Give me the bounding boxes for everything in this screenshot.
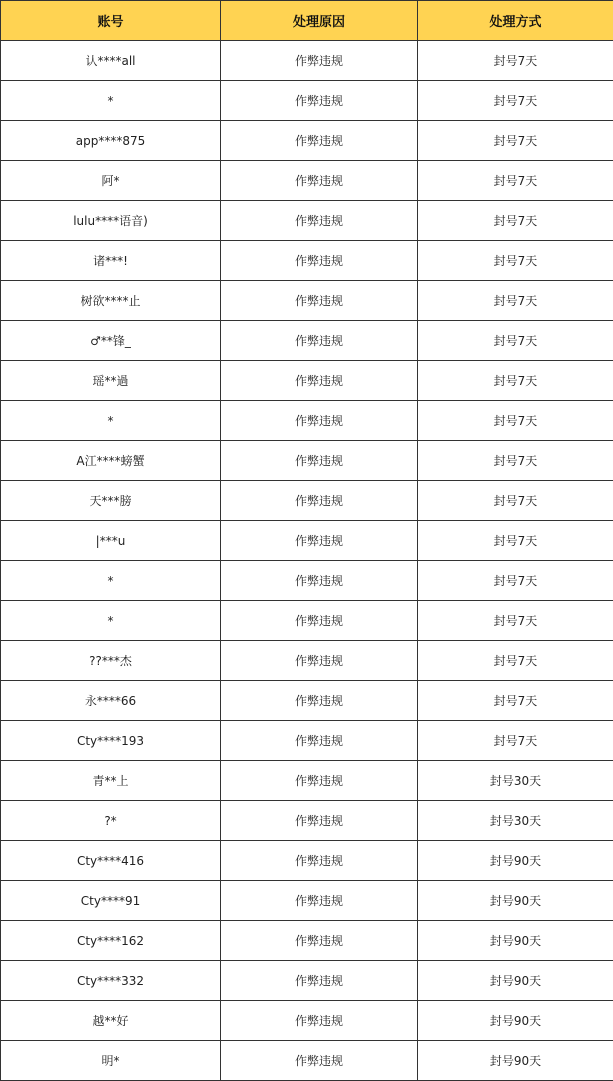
action-cell: 封号90天 [418, 961, 613, 1001]
action-cell: 封号7天 [418, 521, 613, 561]
reason-cell: 作弊违规 [221, 721, 418, 761]
table-row [1, 641, 613, 681]
reason-cell: 作弊违规 [221, 361, 418, 401]
table-row [1, 201, 613, 241]
account-cell: Cty****162 [1, 921, 221, 961]
reason-cell: 作弊违规 [221, 801, 418, 841]
reason-cell: 作弊违规 [221, 921, 418, 961]
reason-cell: 作弊违规 [221, 121, 418, 161]
table-row [1, 81, 613, 121]
table-row [1, 321, 613, 361]
table-row [1, 1001, 613, 1041]
table-row [1, 881, 613, 921]
account-cell: 诸***! [1, 241, 221, 281]
action-cell: 封号7天 [418, 361, 613, 401]
table-row [1, 561, 613, 601]
table-row [1, 721, 613, 761]
action-cell: 封号7天 [418, 681, 613, 721]
account-cell: 天***膀 [1, 481, 221, 521]
reason-cell: 作弊违规 [221, 561, 418, 601]
account-cell: |***u [1, 521, 221, 561]
reason-cell: 作弊违规 [221, 881, 418, 921]
reason-cell: 作弊违规 [221, 41, 418, 81]
action-cell: 封号7天 [418, 441, 613, 481]
action-cell: 封号7天 [418, 121, 613, 161]
reason-cell: 作弊违规 [221, 201, 418, 241]
reason-cell: 作弊违规 [221, 761, 418, 801]
action-cell: 封号7天 [418, 41, 613, 81]
action-cell: 封号7天 [418, 281, 613, 321]
table-row [1, 521, 613, 561]
action-cell: 封号90天 [418, 921, 613, 961]
action-cell: 封号90天 [418, 841, 613, 881]
action-cell: 封号7天 [418, 241, 613, 281]
action-cell: 封号7天 [418, 721, 613, 761]
action-cell: 封号7天 [418, 201, 613, 241]
action-cell: 封号7天 [418, 401, 613, 441]
action-cell: 封号7天 [418, 81, 613, 121]
action-cell: 封号7天 [418, 641, 613, 681]
action-cell: 封号7天 [418, 321, 613, 361]
action-cell: 封号7天 [418, 601, 613, 641]
account-cell: 认****all [1, 41, 221, 81]
reason-cell: 作弊违规 [221, 1001, 418, 1041]
table-row [1, 361, 613, 401]
reason-cell: 作弊违规 [221, 401, 418, 441]
reason-cell: 作弊违规 [221, 281, 418, 321]
account-cell: 青**上 [1, 761, 221, 801]
action-cell: 封号90天 [418, 1041, 613, 1081]
account-cell: 瑶**過 [1, 361, 221, 401]
reason-cell: 作弊违规 [221, 521, 418, 561]
table-row [1, 401, 613, 441]
table-row [1, 961, 613, 1001]
reason-cell: 作弊违规 [221, 601, 418, 641]
table-row [1, 841, 613, 881]
table-row [1, 241, 613, 281]
table-body [1, 41, 613, 1081]
reason-cell: 作弊违规 [221, 641, 418, 681]
account-cell: 阿* [1, 161, 221, 201]
account-cell: Cty****416 [1, 841, 221, 881]
table-row [1, 1041, 613, 1081]
header-account: 账号 [1, 1, 221, 41]
account-cell: ♂**锋_ [1, 321, 221, 361]
account-cell: 永****66 [1, 681, 221, 721]
action-cell: 封号7天 [418, 481, 613, 521]
header-reason: 处理原因 [221, 1, 418, 41]
reason-cell: 作弊违规 [221, 961, 418, 1001]
action-cell: 封号30天 [418, 801, 613, 841]
account-cell: * [1, 81, 221, 121]
reason-cell: 作弊违规 [221, 841, 418, 881]
account-cell: app****875 [1, 121, 221, 161]
reason-cell: 作弊违规 [221, 481, 418, 521]
account-cell: * [1, 401, 221, 441]
account-cell: * [1, 561, 221, 601]
reason-cell: 作弊违规 [221, 241, 418, 281]
action-cell: 封号7天 [418, 561, 613, 601]
account-cell: 树欲****止 [1, 281, 221, 321]
action-cell: 封号90天 [418, 1001, 613, 1041]
reason-cell: 作弊违规 [221, 1041, 418, 1081]
reason-cell: 作弊违规 [221, 161, 418, 201]
account-cell: A江****螃蟹 [1, 441, 221, 481]
account-cell: Cty****91 [1, 881, 221, 921]
header-row [1, 1, 613, 41]
table-row [1, 601, 613, 641]
table-header [1, 1, 613, 41]
account-cell: Cty****332 [1, 961, 221, 1001]
header-action: 处理方式 [418, 1, 613, 41]
reason-cell: 作弊违规 [221, 681, 418, 721]
table-row [1, 481, 613, 521]
table-row [1, 441, 613, 481]
account-cell: Cty****193 [1, 721, 221, 761]
table-row [1, 801, 613, 841]
action-cell: 封号30天 [418, 761, 613, 801]
account-cell: 明* [1, 1041, 221, 1081]
account-cell: ?* [1, 801, 221, 841]
reason-cell: 作弊违规 [221, 441, 418, 481]
account-cell: ??***杰 [1, 641, 221, 681]
table-row [1, 921, 613, 961]
account-cell: * [1, 601, 221, 641]
reason-cell: 作弊违规 [221, 321, 418, 361]
action-cell: 封号7天 [418, 161, 613, 201]
table-row [1, 681, 613, 721]
table-row [1, 121, 613, 161]
action-cell: 封号90天 [418, 881, 613, 921]
table-row [1, 761, 613, 801]
table-row [1, 41, 613, 81]
reason-cell: 作弊违规 [221, 81, 418, 121]
table-row [1, 281, 613, 321]
account-cell: 越**好 [1, 1001, 221, 1041]
account-cell: lulu****语音) [1, 201, 221, 241]
table-row [1, 161, 613, 201]
